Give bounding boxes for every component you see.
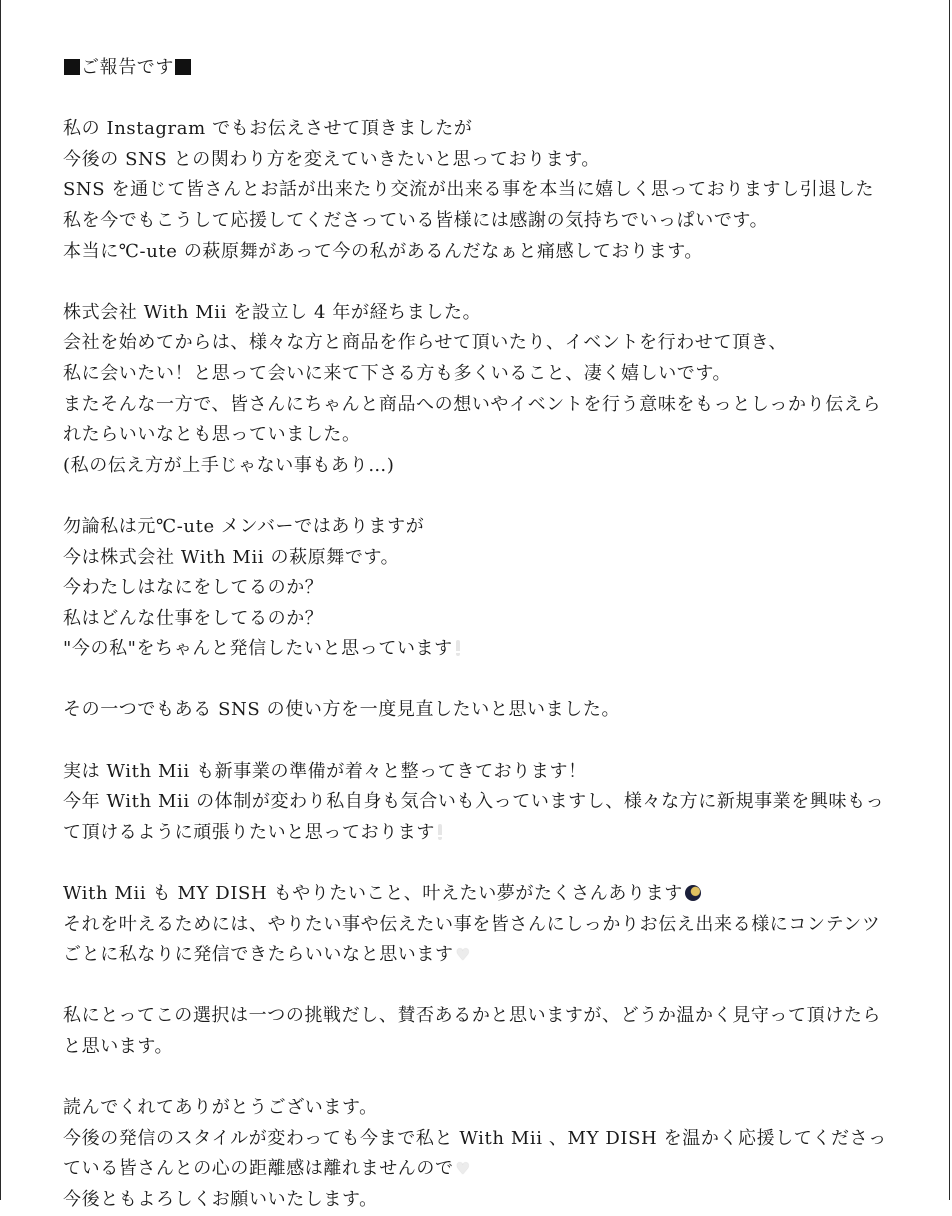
text-line: 私にとってこの選択は一つの挑戦だし、賛否あるかと思いますが、どうか温かく見守って頂けたら <box>63 1005 882 1027</box>
black-square-icon <box>64 59 80 75</box>
announcement-text <box>63 53 943 1216</box>
text-line: 今は株式会社 With Mii の萩原舞です。 <box>63 546 400 568</box>
exclamation-icon <box>438 824 442 840</box>
text-line: SNS を通じて皆さんとお話が出来たり交流が出来る事を本当に嬉しく思っておりますし引退した <box>63 179 875 201</box>
blank-line <box>63 84 943 115</box>
text-line <box>63 1154 943 1185</box>
text-line: 今後の発信のスタイルが変わっても今まで私と With Mii 、MY DISH を温かく応援してくださっ <box>63 1127 887 1149</box>
exclamation-icon <box>456 640 460 656</box>
text-line <box>63 879 943 910</box>
text-line <box>63 634 943 665</box>
text-line <box>63 940 943 971</box>
text-line: れたらいいなとも思っていました。 <box>63 424 361 446</box>
line-text: て頂けるように頑張りたいと思っております <box>63 821 435 843</box>
text-line: 株式会社 With Mii を設立し 4 年が経ちました。 <box>63 301 482 323</box>
text-line: またそんな一方で、皆さんにちゃんと商品への想いやイベントを行う意味をもっとしっかり伝えら <box>63 393 882 415</box>
text-line: 読んでくれてありがとうございます。 <box>63 1097 378 1119</box>
text-line: と思います。 <box>63 1036 174 1057</box>
text-line: 私を今でもこうして応援してくださっている皆様には感謝の気持ちでいっぱいです。 <box>63 209 769 231</box>
text-line: 私に会いたい！と思って会いに来て下さる方も多くいること、凄く嬉しいです。 <box>63 362 732 384</box>
heading-line <box>63 53 943 84</box>
text-line: (私の伝え方が上手じゃない事もあり…) <box>63 454 395 476</box>
line-text: "今の私"をちゃんと発信したいと思っています <box>63 638 453 660</box>
blank-line <box>63 267 943 298</box>
blank-line <box>63 971 943 1002</box>
text-line: 実は With Mii も新事業の準備が着々と整ってきております！ <box>63 760 587 782</box>
heading-text: ご報告です <box>81 57 174 78</box>
line-text: ごとに私なりに発信できたらいいなと思います <box>63 944 454 966</box>
blank-line <box>63 481 943 512</box>
moon-icon <box>685 885 701 901</box>
white-heart-icon: ♥ <box>455 945 471 965</box>
text-line: 今年 With Mii の体制が変わり私自身も気合いも入っていますし、様々な方に新規事業を興味もっ <box>63 791 885 813</box>
text-line: それを叶えるためには、やりたい事や伝えたい事を皆さんにしっかりお伝え出来る様にコンテンツ <box>63 913 881 935</box>
text-line: 会社を始めてからは、様々な方と商品を作らせて頂いたり、イベントを行わせて頂き、 <box>63 332 788 354</box>
blank-line <box>63 665 943 696</box>
text-line: 今後ともよろしくお願いいたします。 <box>63 1188 378 1210</box>
line-text: ている皆さんとの心の距離感は離れませんので <box>63 1158 454 1180</box>
blank-line <box>63 726 943 757</box>
text-line: 今わたしはなにをしてるのか？ <box>63 577 324 599</box>
text-line: 本当に℃-ute の萩原舞があって今の私があるんだなぁと痛感しております。 <box>63 240 703 262</box>
text-line: 私はどんな仕事をしてるのか？ <box>63 607 324 629</box>
text-line <box>63 818 943 849</box>
blank-line <box>63 848 943 879</box>
white-heart-icon: ♥ <box>455 1159 471 1179</box>
black-square-icon <box>175 59 191 75</box>
text-line: その一つでもある SNS の使い方を一度見直したいと思いました。 <box>63 699 621 721</box>
text-line: 今後の SNS との関わり方を変えていきたいと思っております。 <box>63 148 601 170</box>
text-line: 私の Instagram でもお伝えさせて頂きましたが <box>63 118 473 140</box>
text-line: 勿論私は元℃-ute メンバーではありますが <box>63 515 425 537</box>
line-text: With Mii も MY DISH もやりたいこと、叶えたい夢がたくさんあります <box>63 883 683 905</box>
blank-line <box>63 1063 943 1094</box>
